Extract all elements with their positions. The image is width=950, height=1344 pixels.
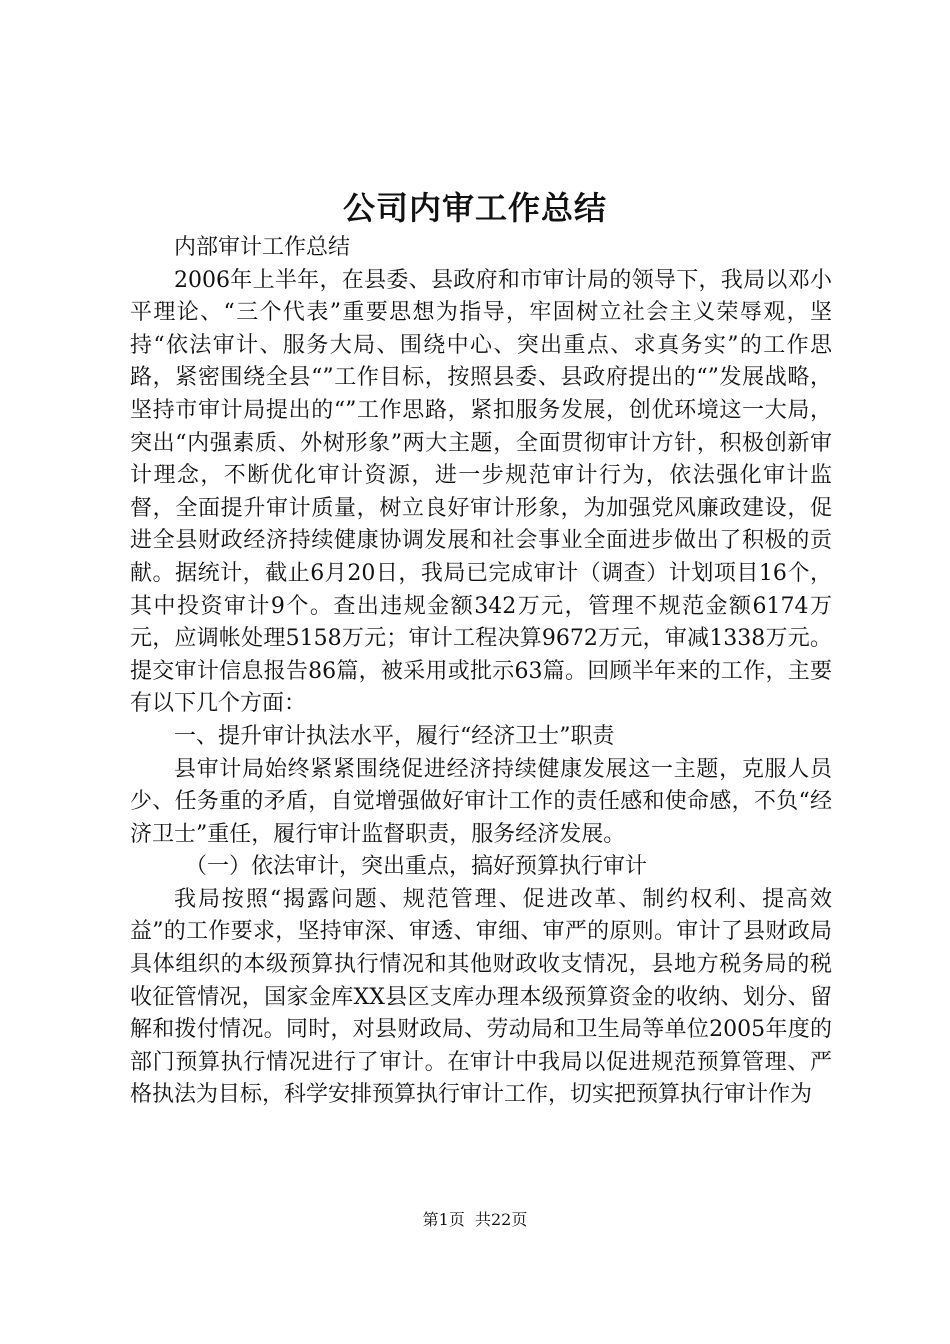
paragraph-summary: 2006年上半年，在县委、县政府和市审计局的领导下，我局以邓小平理论、“三个代表”重要思想为指导，牢固树立社会主义荣辱观，坚持“依法审计、服务大局、围绕中心、突出重点、求真务实”的工作思路，紧密围绕全县“”工作目标，按照县委、县政府提出的“”发展战略，坚持市审计局提出的“”工作思路，紧扣服务发展，创优环境这一大局，突出“内强素质、外树形象”两大主题，全面贯彻审计方针，积极创新审计理念，不断优化审计资源，进一步规范审计行为，依法强化审计监督，全面提升审计质量，树立良好审计形象，为加强党风廉政建设，促进全县财政经济持续健康协调发展和社会事业全面进步做出了积极的贡献。据统计，截止6月20日，我局已完成审计（调查）计划项目16个，其中投资审计9个。查出违规金额342万元，管理不规范金额6174万元，应调帐处理5158万元；审计工程决算9672万元，审减1338万元。提交审计信息报告86篇，被采用或批示63篇。回顾半年来的工作，主要有以下几个方面：	[130, 267, 832, 717]
document-body	[130, 232, 832, 1112]
section-heading-1: 一、提升审计执法水平，履行“经济卫士”职责	[174, 723, 615, 749]
document-title: 公司内审工作总结	[342, 189, 607, 227]
paragraph-subsection-1: 我局按照“揭露问题、规范管理、促进改革、制约权利、提高效益”的工作要求，坚持审深、审透、审细、审严的原则。审计了县财政局具体组织的本级预算执行情况和其他财政收支情况，县地方税务局的税收征管情况，国家金库XX县区支库办理本级预算资金的收纳、划分、留解和拨付情况。同时，对县财政局、劳动局和卫生局等单位2005年度的部门预算执行情况进行了审计。在审计中我局以促进规范预算管理、严格执法为目标，科学安排预算执行审计工作，切实把预算执行审计作为	[130, 886, 832, 1108]
subsection-heading-1: （一）依法审计，突出重点，搞好预算执行审计	[185, 854, 648, 880]
paragraph-subtitle: 内部审计工作总结	[174, 235, 351, 260]
paragraph-section-1: 县审计局始终紧紧围绕促进经济持续健康发展这一主题，克服人员少、任务重的矛盾，自觉增强做好审计工作的责任感和使命感，不负“经济卫士”重任，履行审计监督职责，服务经济发展。	[130, 756, 832, 847]
page-footer: 第1页 共22页	[422, 1210, 528, 1229]
